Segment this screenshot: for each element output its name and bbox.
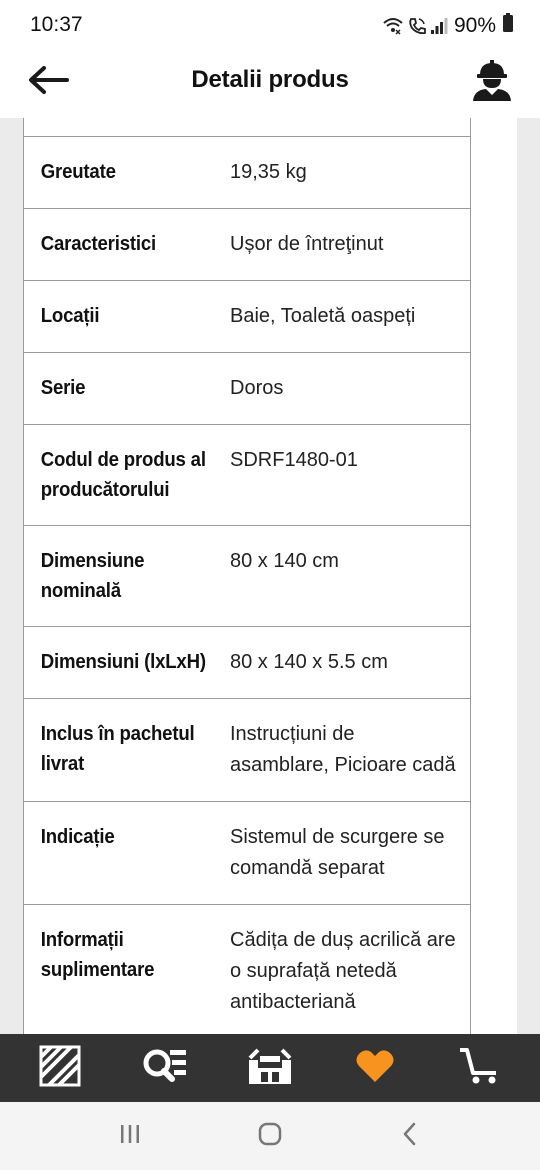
spec-label: Codul de produs al producătorului	[40, 449, 206, 501]
spec-row	[24, 137, 470, 209]
spec-label: Locații	[40, 305, 100, 327]
page-title: Detalii produs	[191, 66, 349, 93]
spec-row	[24, 802, 470, 905]
spec-row	[24, 281, 470, 353]
recent-apps-button[interactable]	[100, 1111, 160, 1161]
spec-value: Sistemul de scurgere se comandă separat	[230, 826, 445, 879]
profile-button[interactable]	[468, 58, 516, 106]
spec-label: Indicație	[40, 826, 115, 848]
cart-icon	[458, 1046, 502, 1091]
voice-call-icon	[407, 16, 427, 36]
heart-icon	[355, 1048, 395, 1089]
back-icon	[400, 1121, 420, 1152]
nav-catalog[interactable]	[25, 1038, 95, 1098]
spec-row	[24, 425, 470, 526]
nav-favorites[interactable]	[340, 1038, 410, 1098]
spec-row	[24, 627, 470, 699]
spec-value: 80 x 140 x 5.5 cm	[230, 651, 388, 673]
spec-label: Greutate	[40, 161, 116, 183]
spec-row	[24, 699, 470, 802]
system-back-button[interactable]	[380, 1111, 440, 1161]
spec-row	[24, 209, 470, 281]
spec-label: Dimensiune nominală	[40, 550, 145, 602]
catalog-icon	[39, 1045, 81, 1092]
recent-apps-icon	[118, 1122, 142, 1151]
status-bar	[0, 0, 540, 50]
spec-row	[24, 353, 470, 425]
store-icon	[246, 1046, 294, 1091]
spec-value: SDRF1480-01	[230, 449, 358, 471]
spec-value: Baie, Toaletă oaspeți	[230, 305, 416, 327]
spec-label: Informații suplimentare	[40, 929, 155, 981]
spec-label: Serie	[40, 377, 86, 399]
spec-row-cut-off	[24, 118, 470, 137]
spec-value: Instrucțiuni de asamblare, Picioare cadă	[230, 723, 456, 776]
spec-label: Caracteristici	[40, 233, 157, 255]
home-icon	[257, 1121, 283, 1152]
spec-value: 80 x 140 cm	[230, 550, 339, 572]
app-header	[0, 50, 540, 118]
bottom-nav	[0, 1034, 540, 1102]
nav-cart[interactable]	[445, 1038, 515, 1098]
spec-value: 19,35 kg	[230, 161, 307, 183]
worker-helmet-icon	[470, 58, 514, 107]
spec-value: Ușor de întreţinut	[230, 233, 384, 255]
system-nav	[0, 1102, 540, 1170]
battery-icon	[502, 13, 514, 39]
home-button[interactable]	[240, 1111, 300, 1161]
status-time: 10:37	[30, 13, 83, 36]
spec-row	[24, 526, 470, 627]
spec-value: Cădița de duș acrilică are o suprafață netedă antibacteriană	[230, 929, 456, 1013]
signal-icon	[430, 17, 448, 35]
nav-stores[interactable]	[235, 1038, 305, 1098]
battery-percent: 90%	[453, 14, 496, 37]
spec-label: Dimensiuni (lxLxH)	[40, 651, 206, 673]
spec-value: Doros	[230, 377, 284, 399]
spec-row	[24, 905, 470, 1034]
wifi-call-icon	[382, 16, 404, 36]
spec-table	[23, 118, 471, 1034]
content-area[interactable]	[0, 118, 540, 1034]
status-icons-group	[382, 13, 514, 39]
nav-search[interactable]	[130, 1038, 200, 1098]
search-list-icon	[142, 1046, 188, 1091]
spec-label: Inclus în pachetul livrat	[40, 723, 195, 775]
